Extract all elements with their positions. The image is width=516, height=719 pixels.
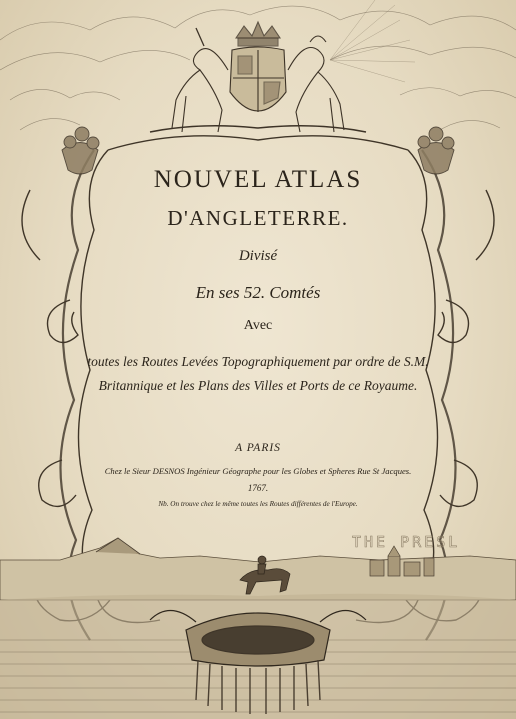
title-line-1: NOUVEL ATLAS [153,166,363,193]
place-text: A PARIS [235,442,281,454]
title-line-2: D'ANGLETERRE. [167,206,349,230]
nota-bene-text: Nb. On trouve chez le même toutes les Routes différentes de l'Europe. [158,500,358,508]
royal-coat-of-arms [150,22,366,132]
avec-text: Avec [243,318,273,333]
sun-rays [330,0,415,82]
divise-text: Divisé [238,248,278,264]
year-text: 1767. [247,483,269,493]
publisher-text: Chez le Sieur DESNOS Ingénieur Géographe pour les Globes et Spheres Rue St Jacques. [104,466,412,476]
perforated-stamp: THE PRESL [352,533,461,551]
counties-text: En ses 52. Comtés [195,283,321,302]
description-text: toutes les Routes Levées Topographiquement par ordre de S.M. Britannique et les Plans des Villes et Ports de ce Royaume. [87,354,429,393]
